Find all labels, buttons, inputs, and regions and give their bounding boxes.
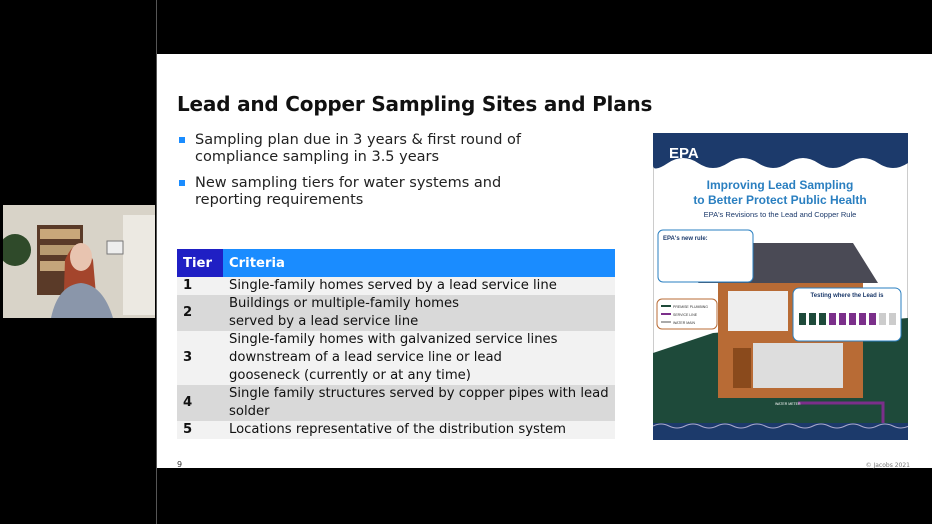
table-row <box>177 331 615 385</box>
svg-text:SERVICE LINE: SERVICE LINE <box>673 313 698 317</box>
poster-rule-heading: EPA's new rule: <box>663 236 708 242</box>
bullet-list <box>177 132 537 218</box>
table-row <box>177 277 615 295</box>
table-header-row <box>177 249 615 277</box>
bullet-icon <box>179 137 185 143</box>
tier-cell: 1 <box>177 277 223 295</box>
poster-title-1: Improving Lead Sampling <box>706 178 854 192</box>
presentation-slide <box>157 54 932 468</box>
table-row <box>177 295 615 331</box>
header-criteria: Criteria <box>223 249 615 277</box>
poster-testing-heading: Testing where the Lead is <box>810 293 884 299</box>
tier-cell: 4 <box>177 385 223 421</box>
criteria-cell: Locations representative of the distribution system <box>223 421 615 439</box>
poster-title-2: to Better Protect Public Health <box>693 193 867 207</box>
poster-subtitle: EPA's Revisions to the Lead and Copper Rule <box>703 210 857 219</box>
criteria-cell: Single family structures served by copper pipes with lead solder <box>223 385 615 421</box>
criteria-cell: Single-family homes served by a lead service line <box>223 277 615 295</box>
bullet-text: New sampling tiers for water systems and reporting requirements <box>195 175 502 208</box>
bullet-text: Sampling plan due in 3 years & first round of compliance sampling in 3.5 years <box>195 132 522 165</box>
epa-infographic <box>653 133 908 440</box>
bullet-item <box>177 132 537 166</box>
criteria-cell: Buildings or multiple-family homes served by a lead service line <box>223 295 615 331</box>
tier-cell: 2 <box>177 295 223 331</box>
tier-cell: 5 <box>177 421 223 439</box>
participant-panel <box>0 0 157 524</box>
page-number: 9 <box>177 460 183 469</box>
header-tier: Tier <box>177 249 223 277</box>
table-row <box>177 385 615 421</box>
table-row <box>177 421 615 439</box>
bullet-item <box>177 175 537 209</box>
svg-text:WATER MAIN: WATER MAIN <box>673 321 695 325</box>
tier-table <box>177 249 615 439</box>
presenter-video[interactable] <box>3 205 155 318</box>
slide-title: Lead and Copper Sampling Sites and Plans <box>177 92 653 116</box>
epa-logo: EPA <box>669 145 699 162</box>
svg-text:WATER METER: WATER METER <box>775 402 801 406</box>
copyright: © Jacobs 2021 <box>865 462 910 469</box>
bullet-icon <box>179 180 185 186</box>
svg-text:PREMISE PLUMBING: PREMISE PLUMBING <box>673 305 709 309</box>
tier-cell: 3 <box>177 331 223 385</box>
criteria-cell: Single-family homes with galvanized service lines downstream of a lead service line or lead gooseneck (currently or at any time) <box>223 331 615 385</box>
